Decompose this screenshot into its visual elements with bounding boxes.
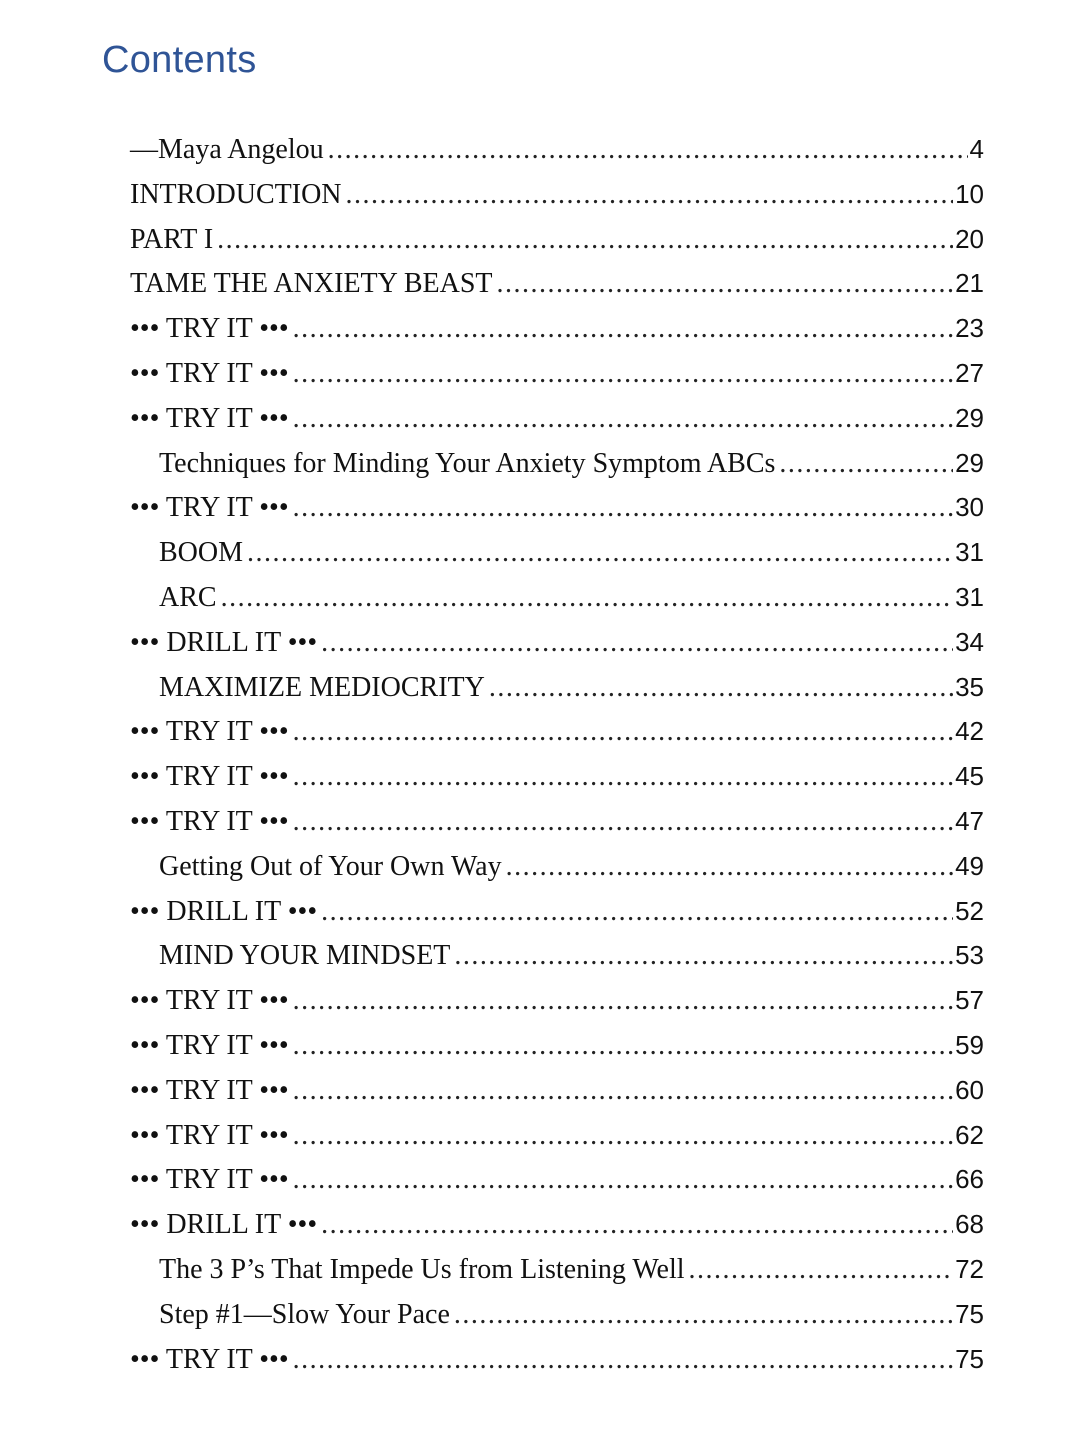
toc-entry[interactable] [130,441,984,486]
dot-leader [293,486,953,531]
dot-leader [454,934,953,979]
toc-entry[interactable] [130,261,984,306]
toc-entry[interactable] [130,1068,984,1113]
toc-entry-page-number: 59 [955,1029,984,1060]
dot-leader [217,218,953,263]
dot-leader [293,352,953,397]
dot-leader [489,666,953,711]
toc-entry-page-number: 21 [955,268,984,299]
toc-entry-page-number: 42 [955,716,984,747]
toc-entry-title: ARC [159,581,217,613]
toc-entry[interactable] [130,1023,984,1068]
toc-entry[interactable] [130,709,984,754]
toc-entry-page-number: 75 [955,1298,984,1329]
dot-leader [321,890,953,935]
dot-leader [293,397,953,442]
toc-entry-title: ••• TRY IT ••• [130,402,289,434]
toc-entry[interactable] [130,575,984,620]
dot-leader [506,845,954,890]
dot-leader [293,800,953,845]
toc-entry-title: ••• TRY IT ••• [130,716,289,748]
toc-entry-page-number: 29 [955,402,984,433]
toc-entry-page-number: 60 [955,1074,984,1105]
toc-entry-title: ••• TRY IT ••• [130,313,289,345]
toc-entry-title: ••• TRY IT ••• [130,357,289,389]
toc-entry[interactable] [130,1292,984,1337]
toc-entry-title: ••• DRILL IT ••• [130,626,318,658]
toc-entry[interactable] [130,530,984,575]
toc-entry-title: The 3 P’s That Impede Us from Listening Well [159,1253,685,1285]
toc-entry[interactable] [130,1337,984,1382]
toc-entry[interactable] [130,217,984,262]
toc-entry-title: ••• TRY IT ••• [130,1074,289,1106]
toc-entry[interactable] [130,306,984,351]
toc-entry-title: MAXIMIZE MEDIOCRITY [159,671,485,703]
table-of-contents [130,127,984,1381]
toc-entry-page-number: 45 [955,761,984,792]
toc-entry[interactable] [130,485,984,530]
dot-leader [454,1293,953,1338]
toc-entry[interactable] [130,799,984,844]
toc-entry-title: ••• TRY IT ••• [130,805,289,837]
toc-entry-page-number: 47 [955,805,984,836]
toc-entry-title: Techniques for Minding Your Anxiety Symptom ABCs [159,447,776,479]
dot-leader [293,1069,953,1114]
toc-entry[interactable] [130,1157,984,1202]
toc-entry-page-number: 30 [955,492,984,523]
toc-entry-page-number: 34 [955,626,984,657]
dot-leader [328,128,968,173]
toc-entry[interactable] [130,1202,984,1247]
toc-entry-title: PART I [130,223,214,255]
toc-entry-title: TAME THE ANXIETY BEAST [130,268,493,300]
toc-entry-title: ••• TRY IT ••• [130,1343,289,1375]
toc-entry[interactable] [130,933,984,978]
dot-leader [293,1158,953,1203]
dot-leader [221,576,954,621]
toc-entry-page-number: 75 [955,1343,984,1374]
toc-entry-page-number: 10 [955,178,984,209]
dot-leader [247,531,953,576]
toc-entry-page-number: 72 [955,1253,984,1284]
toc-entry-page-number: 57 [955,985,984,1016]
dot-leader [321,1203,953,1248]
dot-leader [346,173,954,218]
dot-leader [293,755,953,800]
toc-entry-title: MIND YOUR MINDSET [159,940,451,972]
toc-entry[interactable] [130,889,984,934]
toc-entry[interactable] [130,754,984,799]
toc-entry-title: ••• TRY IT ••• [130,761,289,793]
toc-entry[interactable] [130,665,984,710]
dot-leader [321,621,953,666]
dot-leader [293,710,953,755]
dot-leader [293,979,953,1024]
dot-leader [293,1114,953,1159]
toc-entry-title: —Maya Angelou [130,134,324,165]
toc-entry-page-number: 68 [955,1209,984,1240]
toc-entry-page-number: 53 [955,940,984,971]
toc-entry-title: Getting Out of Your Own Way [159,850,502,882]
toc-entry[interactable] [130,844,984,889]
toc-entry-page-number: 35 [955,671,984,702]
toc-entry-page-number: 52 [955,895,984,926]
toc-entry-page-number: 4 [969,134,984,164]
dot-leader [293,1338,953,1383]
toc-entry[interactable] [130,978,984,1023]
toc-entry[interactable] [130,620,984,665]
toc-entry-title: Step #1—Slow Your Pace [159,1298,450,1330]
toc-entry-page-number: 62 [955,1119,984,1150]
toc-entry-page-number: 31 [955,581,984,612]
toc-entry[interactable] [130,396,984,441]
toc-entry-title: ••• DRILL IT ••• [130,1209,318,1241]
toc-entry-title: ••• TRY IT ••• [130,985,289,1017]
toc-entry[interactable] [130,127,984,172]
toc-entry-page-number: 29 [955,447,984,478]
dot-leader [293,307,953,352]
toc-entry-title: ••• TRY IT ••• [130,492,289,524]
toc-entry-page-number: 66 [955,1164,984,1195]
toc-entry-title: ••• TRY IT ••• [130,1029,289,1061]
toc-entry[interactable] [130,1247,984,1292]
toc-entry-title: ••• DRILL IT ••• [130,895,318,927]
contents-heading: Contents [102,39,257,81]
dot-leader [689,1248,954,1293]
dot-leader [293,1024,953,1069]
toc-entry-page-number: 49 [955,850,984,881]
toc-entry-page-number: 27 [955,357,984,388]
toc-entry-title: ••• TRY IT ••• [130,1164,289,1196]
toc-entry[interactable] [130,351,984,396]
toc-entry-title: ••• TRY IT ••• [130,1119,289,1151]
toc-entry[interactable] [130,172,984,217]
toc-entry-page-number: 20 [955,223,984,254]
dot-leader [779,442,953,487]
toc-entry-page-number: 23 [955,313,984,344]
toc-entry[interactable] [130,1113,984,1158]
toc-entry-page-number: 31 [955,537,984,568]
toc-entry-title: INTRODUCTION [130,178,342,210]
toc-entry-title: BOOM [159,537,244,569]
dot-leader [497,262,954,307]
